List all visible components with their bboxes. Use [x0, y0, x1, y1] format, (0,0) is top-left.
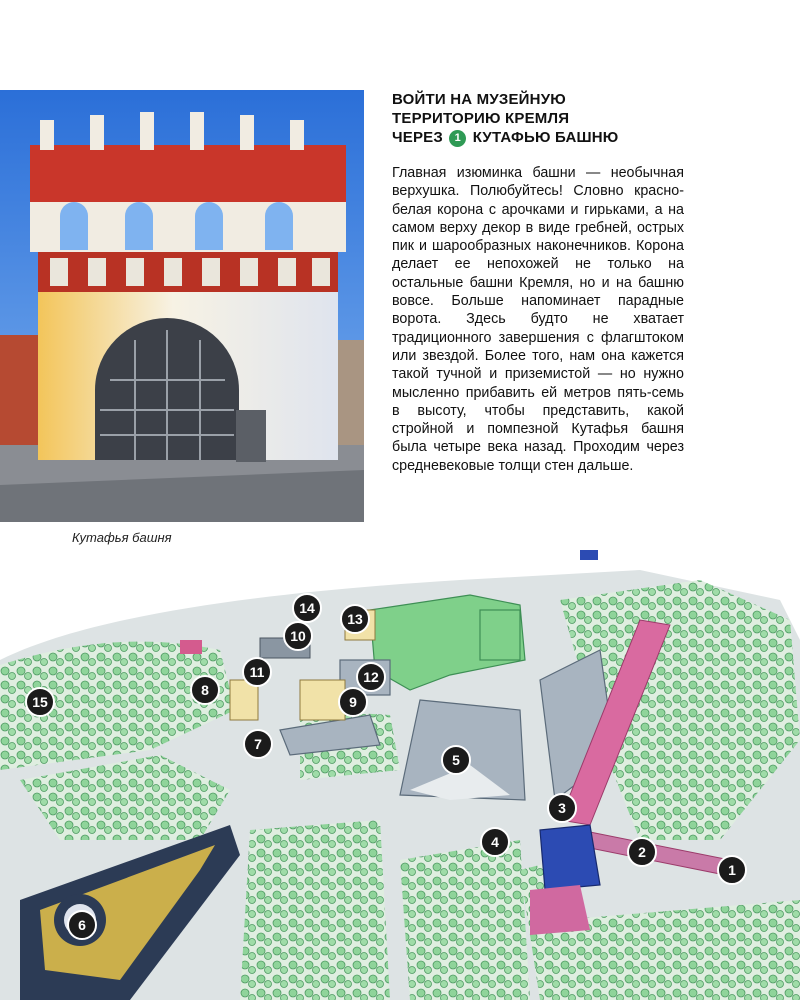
heading-line-1: ВОЙТИ НА МУЗЕЙНУЮ [392, 91, 566, 108]
map-marker-12 [357, 663, 385, 691]
section-heading [392, 90, 692, 147]
map-marker-5 [442, 746, 470, 774]
map-marker-2-label: 2 [638, 844, 646, 860]
map-marker-14 [293, 594, 321, 622]
map-marker-6 [68, 911, 96, 939]
map-marker-8 [191, 676, 219, 704]
map-marker-15-label: 15 [32, 694, 48, 710]
map-marker-11 [243, 658, 271, 686]
kutafya-tower-photo [0, 90, 364, 522]
map-marker-15 [26, 688, 54, 716]
body-paragraph: Главная изюминка башни — необычная верхушка. Полюбуйтесь! Словно красно-белая корона с арочками и гирьками, а на самом верху декор в виде гребней, острых пик и шарообразных наконечников. Корона делает ее непохожей не только на остальные башни Кремля, но и на башню вовсе. Больше напоминает парадные ворота. Здесь будто не хватает традиционного завершения с флагштоком или звездой. Более того, нам она кажется такой тучной и приземистой — но нужно мысленно прибавить ей метров пять-семь в высоту, чтобы представить, какой стройной и помпезной Кутафья башня была четыре века назад. Проходим через средневековые толщи стен дальше. [392, 165, 684, 474]
heading-line-3-post: КУТАФЬЮ БАШНЮ [472, 129, 619, 146]
number-badge: 1 [449, 130, 466, 147]
map-marker-5-label: 5 [452, 752, 460, 768]
map-marker-3-label: 3 [558, 800, 566, 816]
map-marker-8-label: 8 [201, 682, 209, 698]
map-marker-4-label: 4 [491, 834, 499, 850]
map-marker-13-label: 13 [347, 611, 363, 627]
heading-line-3-pre: ЧЕРЕЗ [392, 129, 443, 146]
map-marker-12-label: 12 [363, 669, 379, 685]
map-marker-10-label: 10 [290, 628, 306, 644]
map-marker-3 [548, 794, 576, 822]
map-marker-6-label: 6 [78, 917, 86, 933]
map-marker-7 [244, 730, 272, 758]
map-marker-13 [341, 605, 369, 633]
map-marker-2 [628, 838, 656, 866]
heading-line-2: ТЕРРИТОРИЮ КРЕМЛЯ [392, 110, 570, 127]
kremlin-map [0, 540, 800, 1000]
map-marker-9 [339, 688, 367, 716]
map-marker-14-label: 14 [299, 600, 315, 616]
map-marker-1-label: 1 [728, 862, 736, 878]
map-marker-4 [481, 828, 509, 856]
map-marker-7-label: 7 [254, 736, 262, 752]
map-marker-9-label: 9 [349, 694, 357, 710]
heading-line-3 [392, 128, 692, 147]
map-marker-10 [284, 622, 312, 650]
map-marker-1 [718, 856, 746, 884]
photo-caption: Кутафья башня [72, 530, 172, 545]
map-marker-11-label: 11 [249, 664, 265, 680]
